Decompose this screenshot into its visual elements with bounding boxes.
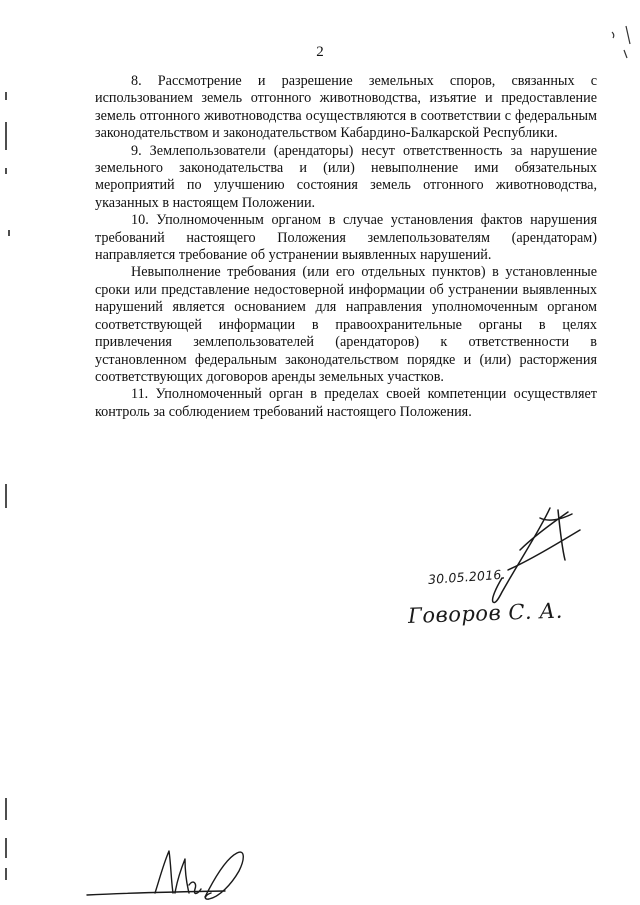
approval-signature: [85, 845, 255, 905]
paragraph-11: 11. Уполномоченный орган в пределах своей компетенции осуществляет контроль за соблюдением требований настоящего Положения.: [95, 386, 597, 420]
paragraph-8: 8. Рассмотрение и разрешение земельных споров, связанных с использованием земель отгонного животноводства, изъятие и предоставление земель отгонного животноводства осуществляются в соответствии с федеральным законодательством и законодательством Кабардино-Балкарской Республики.: [95, 73, 597, 142]
paragraph-10-continuation: Невыполнение требования (или его отдельных пунктов) в установленные сроки или представление недостоверной информации об устранении выявленных нарушений является основанием для направления уполномоченным органом соответствующей информации в правоохранительные органы в целях привлечения землепользователей (арендаторов) к ответственности в установленном федеральным законодательством порядке и (или) расторжения соответствующих договоров аренды земельных участков.: [95, 264, 597, 385]
handwritten-date: 30.05.2016.: [427, 566, 507, 587]
handwritten-name: Говоров С. А.: [407, 598, 564, 628]
page-number: 2: [316, 44, 324, 60]
paragraph-10: 10. Уполномоченным органом в случае установления фактов нарушения требований настоящего Положения землепользователям (арендаторам) направляется требование об устранении выявленных нарушений.: [95, 212, 597, 264]
author-signature: [390, 500, 590, 610]
document-body: [95, 73, 597, 421]
paragraph-9: 9. Землепользователи (арендаторы) несут ответственность за нарушение земельного законодательства и (или) невыполнение ими обязательных мероприятий по улучшению состояния земель отгонного животноводства, указанных в настоящем Положении.: [95, 142, 597, 211]
left-edge-marks: [6, 92, 9, 880]
